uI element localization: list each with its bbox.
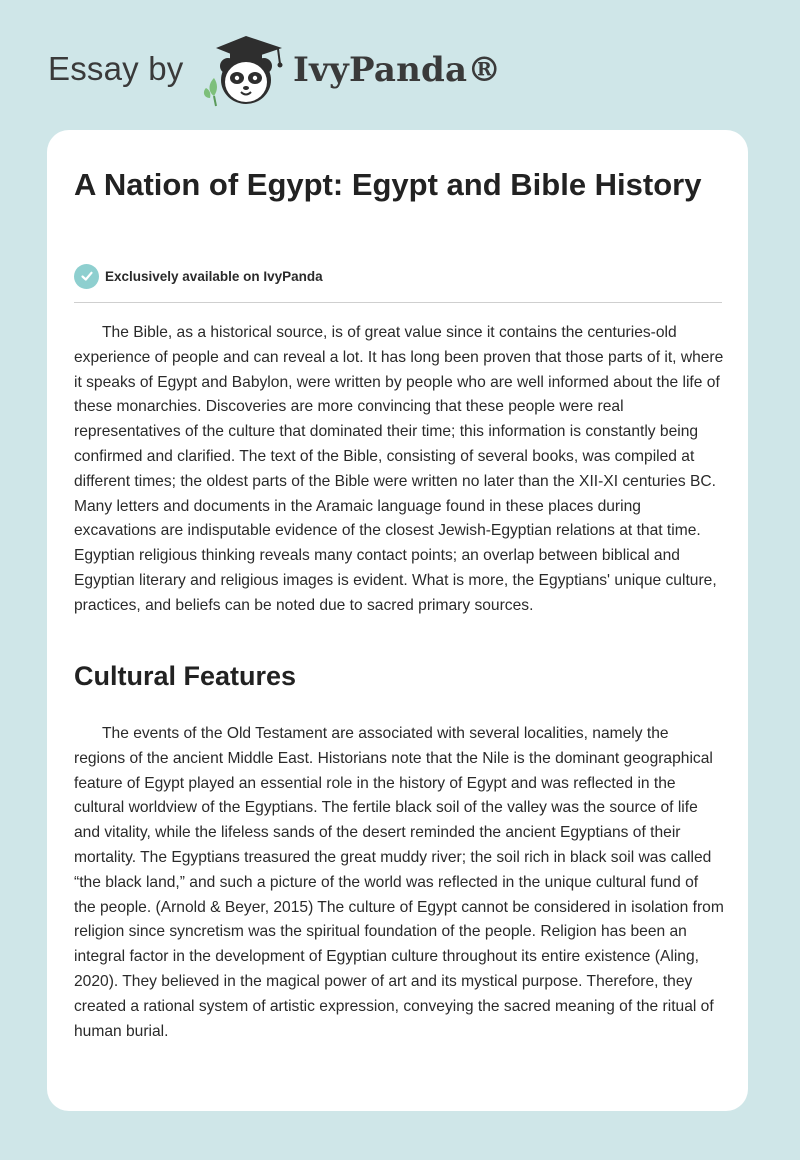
essay-card bbox=[47, 130, 748, 1111]
brand-prefix: Essay by bbox=[48, 50, 184, 87]
section-heading-cultural-features: Cultural Features bbox=[74, 661, 297, 691]
site-header bbox=[0, 0, 800, 120]
panda-graduate-logo-icon[interactable] bbox=[200, 34, 292, 110]
brand-name[interactable]: IvyPanda® bbox=[293, 50, 502, 90]
badge-text: Exclusively available on IvyPanda bbox=[105, 268, 323, 284]
divider bbox=[74, 302, 722, 303]
paragraph-intro: The Bible, as a historical source, is of great value since it contains the centuries-old experience of people and can reveal a lot. It has long been proven that those parts of it, where it speaks of Egypt and Babylon, were written by people who are well informed about the life of these monarchies. Discoveries are more convincing that these people were real representatives of the culture that dominated their time; this information is constantly being confirmed and clarified. The text of the Bible, consisting of several books, was compiled at different times; the oldest parts of the Bible were written no later than the XII-XI centuries BC. Many letters and documents in the Aramaic language found in these places during excavations are indisputable evidence of the closest Jewish-Egyptian relations at that time. Egyptian religious thinking reveals many contact points; an overlap between biblical and Egyptian literary and religious images is evident. What is more, the Egyptians' unique culture, practices, and beliefs can be noted due to sacred primary sources. bbox=[74, 324, 724, 614]
checkmark-icon bbox=[74, 264, 99, 289]
paragraph-cultural-features: The events of the Old Testament are associated with several localities, namely the regions of the ancient Middle East. Historians note that the Nile is the dominant geographical feature of Egypt played an essential role in the history of Egypt and was reflected in the cultural worldview of the Egyptians. The fertile black soil of the valley was the source of life and vitality, while the lifeless sands of the desert reminded the ancient Egyptians of their mortality. The Egyptians treasured the great muddy river; the soil rich in black soil was called “the black land,” and such a picture of the world was reflected in the unique cultural fund of the people. (Arnold & Beyer, 2015) The culture of Egypt cannot be considered in isolation from religion since syncretism was the spiritual foundation of the people. Religion has been an integral factor in the development of Egyptian culture throughout its entire existence (Aling, 2020). They believed in the magical power of art and its mystical purpose. Therefore, they created a rational system of artistic expression, conveying the sacred meaning of the ritual of human burial. bbox=[74, 725, 724, 1040]
essay-title: A Nation of Egypt: Egypt and Bible History bbox=[74, 167, 702, 202]
exclusive-badge bbox=[74, 263, 323, 289]
